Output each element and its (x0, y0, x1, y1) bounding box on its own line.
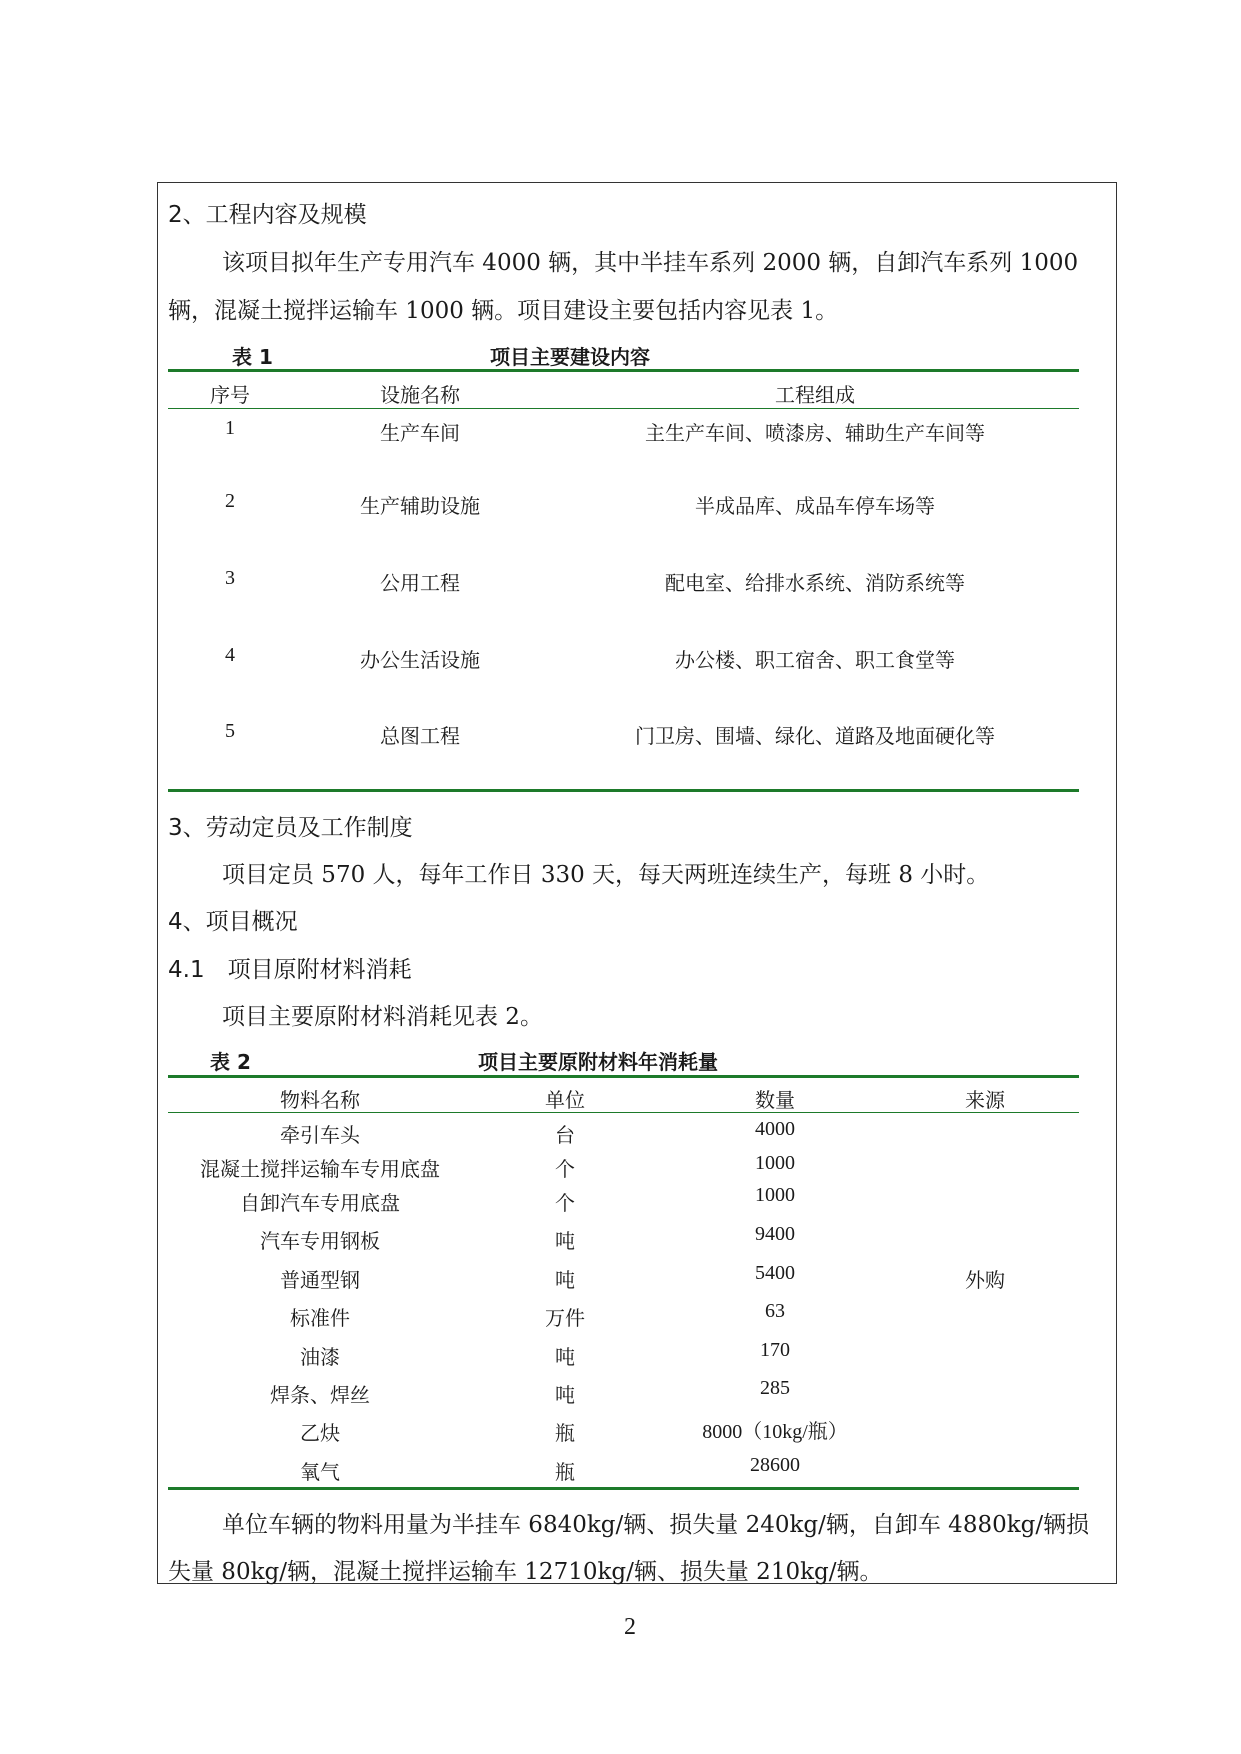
table1-row3-name: 公用工程 (380, 571, 460, 595)
table1-row2-name: 生产辅助设施 (360, 494, 480, 518)
table1-header-content: 工程组成 (775, 383, 855, 407)
table2-row6-unit: 万件 (545, 1306, 585, 1330)
table2-row1-qty: 4000 (755, 1118, 795, 1140)
table1-row5-no: 5 (225, 720, 235, 742)
table2-row5-name: 普通型钢 (280, 1268, 360, 1292)
table1-top-rule (168, 369, 1079, 372)
table1-row1-name: 生产车间 (380, 421, 460, 445)
table2-row10-unit: 瓶 (555, 1460, 575, 1484)
table2-source: 外购 (965, 1268, 1005, 1292)
closing-paragraph-line2: 失量 80kg/辆，混凝土搅拌运输车 12710kg/辆、损失量 210kg/辆。 (168, 1559, 883, 1585)
section-3-paragraph: 项目定员 570 人，每年工作日 330 天，每天两班连续生产，每班 8 小时。 (222, 862, 990, 888)
section-3-heading: 3、劳动定员及工作制度 (168, 815, 413, 841)
table2-row9-unit: 瓶 (555, 1421, 575, 1445)
table1-row5-content: 门卫房、围墙、绿化、道路及地面硬化等 (635, 724, 995, 748)
table2-title: 项目主要原附材料年消耗量 (478, 1050, 718, 1074)
table2-row8-unit: 吨 (555, 1383, 575, 1407)
table2-row4-qty: 9400 (755, 1223, 795, 1245)
table1-row2-no: 2 (225, 490, 235, 512)
section-2-heading: 2、工程内容及规模 (168, 202, 367, 228)
closing-paragraph-line1: 单位车辆的物料用量为半挂车 6840kg/辆、损失量 240kg/辆，自卸车 4880kg/辆损 (222, 1512, 1090, 1538)
table2-row2-name: 混凝土搅拌运输车专用底盘 (200, 1157, 440, 1181)
table2-row10-qty: 28600 (750, 1454, 800, 1476)
table2-row1-unit: 台 (555, 1123, 575, 1147)
table2-header-qty: 数量 (755, 1088, 795, 1112)
table2-row4-name: 汽车专用钢板 (260, 1229, 380, 1253)
section-4-paragraph: 项目主要原附材料消耗见表 2。 (222, 1004, 543, 1030)
section-4-1-heading: 4.1 项目原附材料消耗 (168, 957, 412, 983)
table1-row5-name: 总图工程 (380, 724, 460, 748)
table2-header-unit: 单位 (545, 1088, 585, 1112)
table2-row2-qty: 1000 (755, 1152, 795, 1174)
table2-row3-qty: 1000 (755, 1184, 795, 1206)
table2-label: 表 2 (210, 1050, 251, 1074)
table2-row6-qty: 63 (765, 1300, 785, 1322)
section-2-paragraph-line1: 该项目拟年生产专用汽车 4000 辆，其中半挂车系列 2000 辆，自卸汽车系列 1000 (222, 250, 1079, 276)
table1-row3-no: 3 (225, 567, 235, 589)
page-number: 2 (624, 1614, 636, 1640)
table2-row1-name: 牵引车头 (280, 1123, 360, 1147)
table1-row4-content: 办公楼、职工宿舍、职工食堂等 (675, 648, 955, 672)
table2-row3-unit: 个 (555, 1191, 575, 1215)
table2-row3-name: 自卸汽车专用底盘 (240, 1191, 400, 1215)
table1-header-rule (168, 408, 1079, 409)
table2-row5-qty: 5400 (755, 1262, 795, 1284)
table1-row2-content: 半成品库、成品车停车场等 (695, 494, 935, 518)
table2-row7-qty: 170 (760, 1339, 790, 1361)
table1-title: 项目主要建设内容 (490, 345, 650, 369)
table2-row2-unit: 个 (555, 1157, 575, 1181)
table2-row9-qty: 8000（10kg/瓶） (702, 1421, 848, 1443)
table1-header-name: 设施名称 (380, 383, 460, 407)
section-4-heading: 4、项目概况 (168, 909, 298, 935)
table1-header-no: 序号 (210, 383, 250, 407)
table2-row10-name: 氧气 (300, 1460, 340, 1484)
table2-bottom-rule (168, 1487, 1079, 1490)
table2-row8-name: 焊条、焊丝 (270, 1383, 370, 1407)
table2-row7-name: 油漆 (300, 1345, 340, 1369)
table1-label: 表 1 (232, 345, 273, 369)
table2-row8-qty: 285 (760, 1377, 790, 1399)
table1-row4-name: 办公生活设施 (360, 648, 480, 672)
table2-header-source: 来源 (965, 1088, 1005, 1112)
table1-bottom-rule (168, 789, 1079, 792)
section-2-paragraph-line2: 辆，混凝土搅拌运输车 1000 辆。项目建设主要包括内容见表 1。 (168, 298, 839, 324)
table2-header-name: 物料名称 (280, 1088, 360, 1112)
table2-header-rule (168, 1112, 1079, 1113)
table2-row9-name: 乙炔 (300, 1421, 340, 1445)
table1-row1-content: 主生产车间、喷漆房、辅助生产车间等 (645, 421, 985, 445)
table1-row4-no: 4 (225, 644, 235, 666)
table2-row7-unit: 吨 (555, 1345, 575, 1369)
table2-row4-unit: 吨 (555, 1229, 575, 1253)
table2-row6-name: 标准件 (290, 1306, 350, 1330)
table2-row5-unit: 吨 (555, 1268, 575, 1292)
table1-row3-content: 配电室、给排水系统、消防系统等 (665, 571, 965, 595)
table2-top-rule (168, 1075, 1079, 1078)
table1-row1-no: 1 (225, 417, 235, 439)
